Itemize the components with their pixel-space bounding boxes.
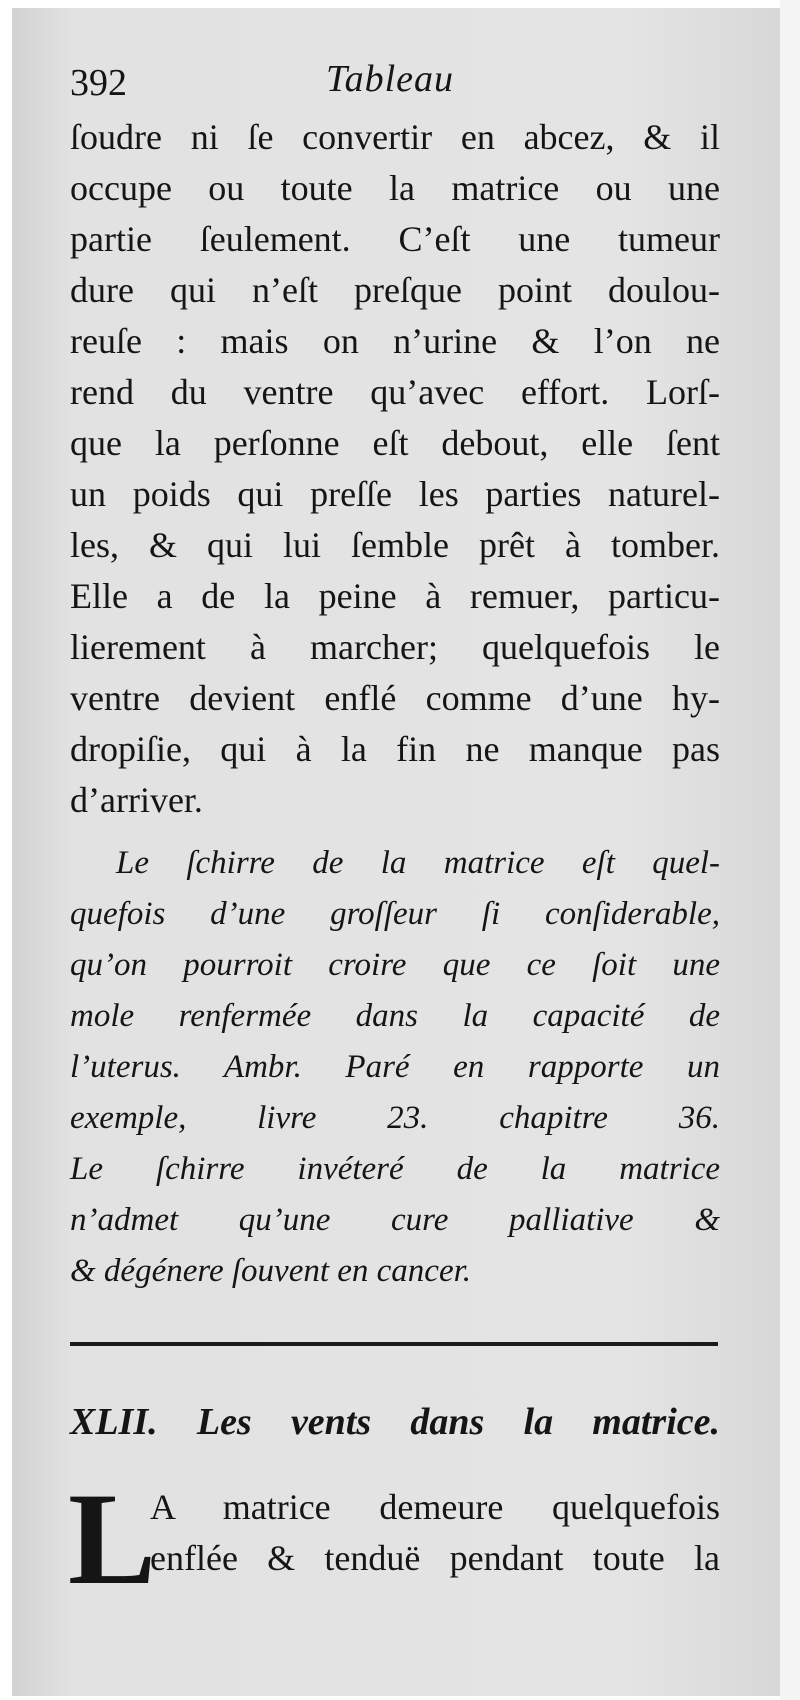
text-line: occupe ou toute la matrice ou une [70,168,720,208]
text-line: dropiſie, qui à la fin ne manque pas [70,729,720,769]
text-line: dure qui n’eſt preſque point doulou- [70,270,720,310]
text-line: A matrice demeure quelquefois [150,1487,720,1527]
section-heading: XLII. Les vents dans la matrice. [70,1401,720,1443]
text-line: quefois d’une groſſeur ſi conſiderable, [70,896,720,932]
text-line: un poids qui preſſe les parties naturel- [70,474,720,514]
page-header [70,52,710,108]
text-line: partie ſeulement. C’eſt une tumeur [70,219,720,259]
page-margin [780,0,800,1700]
text-line: que la perſonne eſt debout, elle ſent [70,423,720,463]
text-line: rend du ventre qu’avec effort. Lorſ- [70,372,720,412]
text-line: ſoudre ni ſe convertir en abcez, & il [70,117,720,157]
paragraph-2 [70,838,720,1297]
text-line: d’arriver. [70,780,203,820]
text-line: n’admet qu’une cure palliative & [70,1202,720,1238]
text-line: ventre devient enflé comme d’une hy- [70,678,720,718]
text-line: qu’on pourroit croire que ce ſoit une [70,947,720,983]
drop-cap: L [68,1465,157,1612]
text-line: exemple, livre 23. chapitre 36. [70,1100,720,1136]
text-line: Le ſchirre invéteré de la matrice [70,1151,720,1187]
text-line: mole renfermée dans la capacité de [70,998,720,1034]
text-line: enflée & tenduë pendant toute la [150,1538,720,1578]
text-line: Le ſchirre de la matrice eſt quel- [116,845,720,881]
text-line: lierement à marcher; quelquefois le [70,627,720,667]
section-paragraph [150,1482,720,1584]
text-line: l’uterus. Ambr. Paré en rapporte un [70,1049,720,1085]
page-number: 392 [70,62,127,104]
text-line: & dégénere ſouvent en cancer. [70,1253,472,1289]
section-divider [70,1342,718,1346]
text-line: Elle a de la peine à remuer, particu- [70,576,720,616]
text-line: reuſe : mais on n’urine & l’on ne [70,321,720,361]
running-head: Tableau [325,58,455,100]
text-line: les, & qui lui ſemble prêt à tomber. [70,525,720,565]
paragraph-1 [70,112,720,826]
